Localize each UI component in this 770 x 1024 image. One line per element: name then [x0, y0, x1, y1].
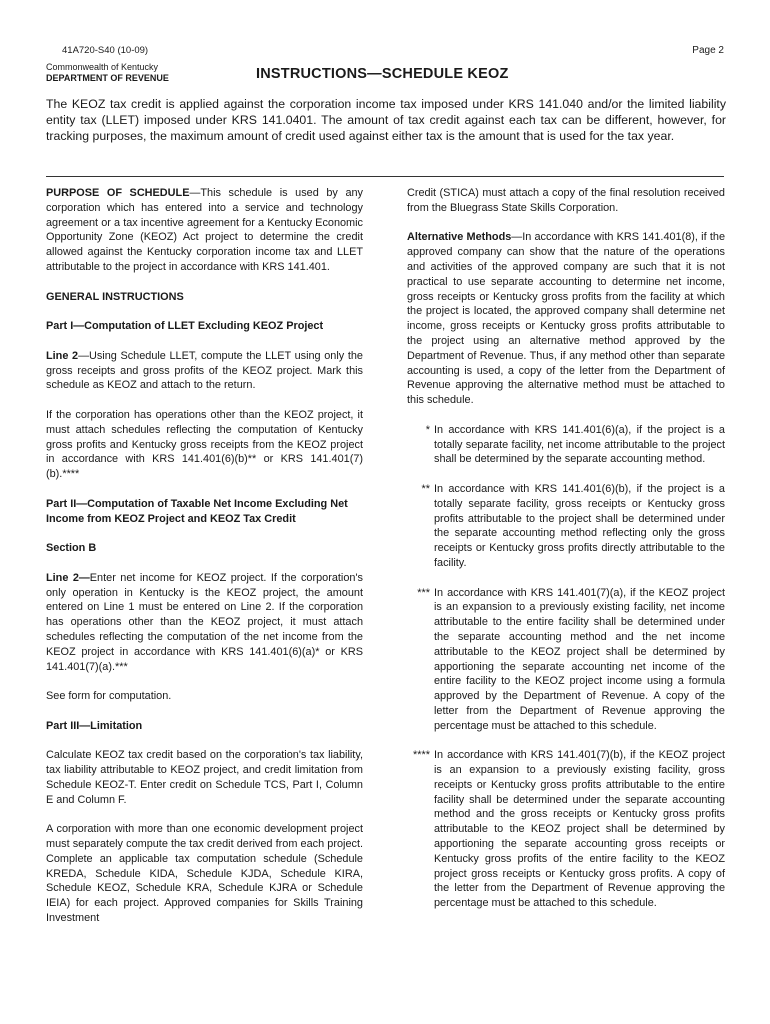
- footnote: [407, 748, 725, 911]
- agency-name: Commonwealth of Kentucky: [46, 62, 159, 72]
- alternative-methods-paragraph: [407, 230, 725, 408]
- footnote: [407, 482, 725, 571]
- alternative-methods-label: Alternative Methods: [407, 231, 512, 244]
- footnote-text: In accordance with KRS 141.401(7)(b), if the KEOZ project is an expansion to a previously existing facility, gross receipts or Kentucky gross profits attributable to the entire facility shall be determined under the separate accounting method and the gross receipts or Kentucky gross profits attributable to the KEOZ project shall be determined by apportioning the separate accounting gross receipts or Kentucky gross profits of the entire facility to the KEOZ project gross receipts or Kentucky gross profits. A copy of the letter from the Department of Revenue approving the percentage must be attached to this schedule.: [434, 749, 725, 910]
- line2b-text: Enter net income for KEOZ project. If the corporation's only operation in Kentucky is the KEOZ project, the amount entered on Line 1 must be entered on Line 2. If the corporation has operations other than the KEOZ project, it must attach schedules reflecting the computation of the net income from the KEOZ project in accordance with KRS 141.401(6)(a)* or KRS 141.401(7)(a).***: [46, 571, 363, 673]
- footnote-text: In accordance with KRS 141.401(6)(b), if the project is a totally separate facility, gross receipts or Kentucky gross profits attributable to the project shall be determined under the separate accounting method reflecting only the gross receipts or Kentucky gross profits directly attributable to the facility.: [434, 482, 725, 569]
- line2-paragraph: [46, 349, 363, 393]
- department-name: DEPARTMENT OF REVENUE: [46, 73, 169, 83]
- section-b-heading: Section B: [46, 542, 97, 555]
- part3-heading: Part III—Limitation: [46, 719, 143, 732]
- footnote-mark: ***: [417, 586, 430, 599]
- purpose-paragraph: [46, 186, 363, 275]
- page-title: INSTRUCTIONS—SCHEDULE KEOZ: [256, 66, 509, 82]
- form-id: 41A720-S40 (10-09): [62, 45, 149, 56]
- multi-project-paragraph: A corporation with more than one economic development project must separately compute the tax credit derived from each project. Complete an applicable tax computation schedule (Schedule KREDA, Schedule KIDA, Schedule KJDA, Schedule KIRA, Schedule KEOZ, Schedule KRA, Schedule KJRA or Schedule IEIA) for each project. Approved companies for Skills Training Investment: [46, 823, 363, 925]
- line2-text: —Using Schedule LLET, compute the LLET using only the gross receipts and gross profits of the KEOZ project. Mark this schedule as KEOZ and attach to the return.: [46, 349, 363, 392]
- agency-block: [46, 62, 169, 84]
- part2-heading: Part II—Computation of Taxable Net Income Excluding Net Income from KEOZ Project and KEOZ Tax Credit: [46, 497, 348, 525]
- right-column: [407, 186, 725, 926]
- part1-heading: Part I—Computation of LLET Excluding KEOZ Project: [46, 320, 324, 333]
- footnote-mark: *: [425, 423, 430, 436]
- purpose-label: PURPOSE OF SCHEDULE: [46, 187, 190, 199]
- see-form-text: See form for computation.: [46, 690, 172, 703]
- footnote-text: In accordance with KRS 141.401(7)(a), if the KEOZ project is an expansion to a previously existing facility, net income attributable to the entire facility shall be determined under the separate accounting method and the net income attributable to the KEOZ project shall be determined by apportioning the separate accounting net income of the entire facility to the KEOZ project income using a formula approved by the Department of Revenue. A copy of the letter from the Department of Revenue approving the percentage must be attached to this schedule.: [434, 586, 725, 732]
- page-number: Page 2: [692, 45, 724, 56]
- footnote-text: In accordance with KRS 141.401(6)(a), if the project is a totally separate facility, net income attributable to the project shall be determined by the separate accounting method.: [434, 423, 725, 466]
- footnote-mark: ****: [413, 749, 430, 762]
- footnote-mark: **: [421, 482, 430, 495]
- purpose-text: —This schedule is used by any corporation which has entered into a service and technology agreement or a tax incentive agreement for a Kentucky Economic Opportunity Zone (KEOZ) Act project to determine the credit allowed against the Kentucky corporation income tax and LLET attributable to the project in accordance with KRS 141.401.: [46, 187, 364, 273]
- left-column: [46, 186, 363, 941]
- intro-paragraph: The KEOZ tax credit is applied against the corporation income tax imposed under KRS 141.040 and/or the limited liability entity tax (LLET) imposed under KRS 141.0401. The amount of tax credit against each tax can be different, however, for tracking purposes, the maximum amount of credit used against either tax is the amount that is used for the tax year.: [46, 97, 726, 143]
- footnote: [407, 423, 725, 467]
- line2b-paragraph: [46, 571, 363, 675]
- continuation-paragraph: Credit (STICA) must attach a copy of the final resolution received from the Bluegrass State Skills Corporation.: [407, 187, 725, 214]
- divider-line: [46, 176, 724, 177]
- alternative-methods-text: —In accordance with KRS 141.401(8), if the approved company can show that the nature of the operations and activities of the approved company are such that it is not practical to use separate accounting to determine net income, gross receipts or Kentucky gross profits from the facility at which the project is located, the approved company shall determine net income, gross receipts or Kentucky gross profits attributable to the project using an alternative method approved by the Department of Revenue. Thus, if any method other than separate accounting is used, a copy of the letter from the Department of Revenue approving the alternative method must be attached to this schedule.: [407, 231, 725, 407]
- line2-label: Line 2: [46, 349, 79, 362]
- operations-paragraph: If the corporation has operations other than the KEOZ project, it must attach schedules reflecting the computation of Kentucky gross profits and Kentucky gross receipts from the KEOZ project in accordance with KRS 141.401(6)(b)** or KRS 141.401(7)(b).****: [46, 408, 363, 481]
- line2b-label: Line 2—: [46, 571, 90, 584]
- calculate-paragraph: Calculate KEOZ tax credit based on the corporation's tax liability, tax liability attributable to KEOZ project, and credit limitation from Schedule KEOZ-T. Enter credit on Schedule TCS, Part I, Column E and Column F.: [46, 749, 363, 806]
- general-instructions-heading: GENERAL INSTRUCTIONS: [46, 290, 184, 303]
- footnote: [407, 586, 725, 734]
